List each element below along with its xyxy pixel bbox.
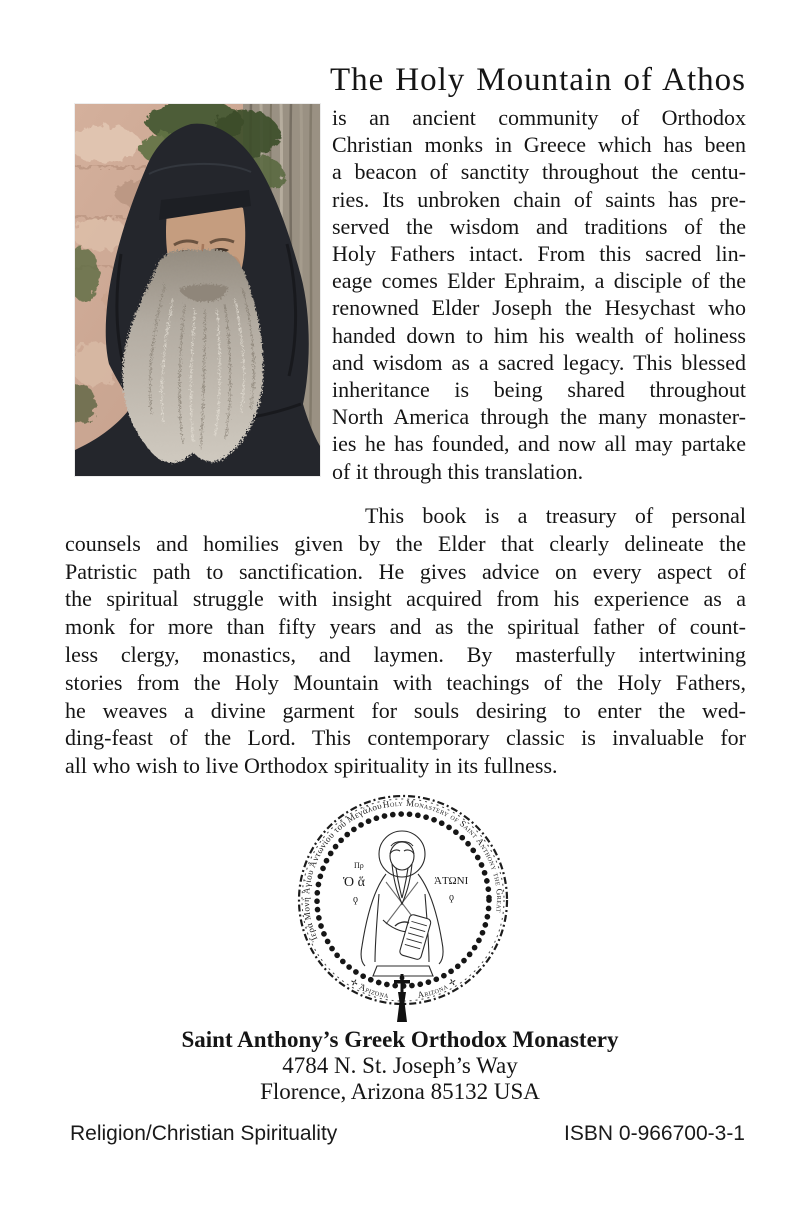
text-line: of it through this translation. xyxy=(332,458,584,484)
inscription-right: ἈΤΩΝΙ xyxy=(434,875,469,887)
isbn-label: ISBN 0-966700-3-1 xyxy=(564,1122,745,1145)
text-line: a beacon of sanctity throughout the centu- xyxy=(332,159,746,185)
text-line: This book is a treasury of personal xyxy=(365,503,746,528)
category-label: Religion/Christian Spirituality xyxy=(70,1122,338,1145)
intro-paragraph xyxy=(332,104,746,485)
inscription-right-tail: ϙ xyxy=(449,892,454,903)
publisher-name: Saint Anthony’s Greek Orthodox Monastery xyxy=(181,1027,619,1052)
scroll xyxy=(399,914,432,960)
text-line: he weaves a divine garment for souls desiring to enter the wed- xyxy=(65,697,746,723)
seal-arc-english-text: Holy Monastery of Saint Anthony the Great xyxy=(382,797,506,914)
seal-arc-arizona-latin: Arizona ✛ xyxy=(416,975,459,1000)
book-description-paragraph xyxy=(65,502,746,780)
text-line: renowned Elder Joseph the Hesychast who xyxy=(332,295,746,321)
portrait-illustration xyxy=(75,104,320,476)
text-line: ries. Its unbroken chain of saints has pre- xyxy=(332,186,746,212)
publisher-street: 4784 N. St. Joseph’s Way xyxy=(282,1053,518,1078)
footer-row xyxy=(0,1122,800,1146)
text-line: served the wisdom and traditions of the xyxy=(332,213,746,239)
seal-emblem xyxy=(291,789,513,1029)
text-line: counsels and homilies given by the Elder that clearly delineate the xyxy=(65,530,746,556)
text-line: less clergy, monastics, and laymen. By masterfully intertwining xyxy=(65,641,746,667)
text-line: monk for more than fifty years and as the spiritual father of count- xyxy=(65,614,746,640)
text-line: handed down to him his wealth of holiness xyxy=(332,322,746,348)
inscription-left: Ὁ ἅ xyxy=(343,875,365,890)
text-line: and wisdom as a sacred legacy. This blessed xyxy=(332,349,746,375)
saint-anthony-figure xyxy=(361,831,443,976)
text-line: Christian monks in Greece which has been xyxy=(332,132,746,158)
text-line: is an ancient community of Orthodox xyxy=(332,105,746,130)
seal-arc-arizona-greek: ✛ Ἀριζόνα xyxy=(348,976,390,1001)
text-line: Patristic path to sanctification. He gives advice on every aspect of xyxy=(65,558,746,584)
text-line: inheritance is being shared throughout xyxy=(332,377,746,403)
text-line: eage comes Elder Ephraim, a disciple of the xyxy=(332,268,746,294)
text-line: ding-feast of the Lord. This contemporary classic is invaluable for xyxy=(65,725,746,751)
text-line: the spiritual struggle with insight acquired from his experience as a xyxy=(65,586,746,612)
text-line: Holy Fathers intact. From this sacred lin- xyxy=(332,241,746,267)
text-line: North America through the many monaster- xyxy=(332,404,746,430)
inscription-left-tail: ϙ xyxy=(353,894,358,905)
publisher-block xyxy=(0,1027,800,1105)
seal-cross-pendant xyxy=(394,974,410,1022)
elder-portrait-photo xyxy=(75,104,320,476)
seal-arc-greek-text: Ἱερὰ Μονὴ Ἁγίου Ἀντωνίου τοῦ Μεγάλου xyxy=(300,800,384,944)
book-title: The Holy Mountain of Athos xyxy=(330,62,746,98)
text-line: ies he has founded, and now all may partake xyxy=(332,431,746,457)
text-line: stories from the Holy Mountain with teachings of the Holy Fathers, xyxy=(65,669,746,695)
inscription-left-top: Πρ xyxy=(354,861,364,870)
monastery-seal xyxy=(291,789,513,1029)
text-line: all who wish to live Orthodox spirituality in its fullness. xyxy=(65,753,558,779)
publisher-city: Florence, Arizona 85132 USA xyxy=(260,1079,540,1104)
